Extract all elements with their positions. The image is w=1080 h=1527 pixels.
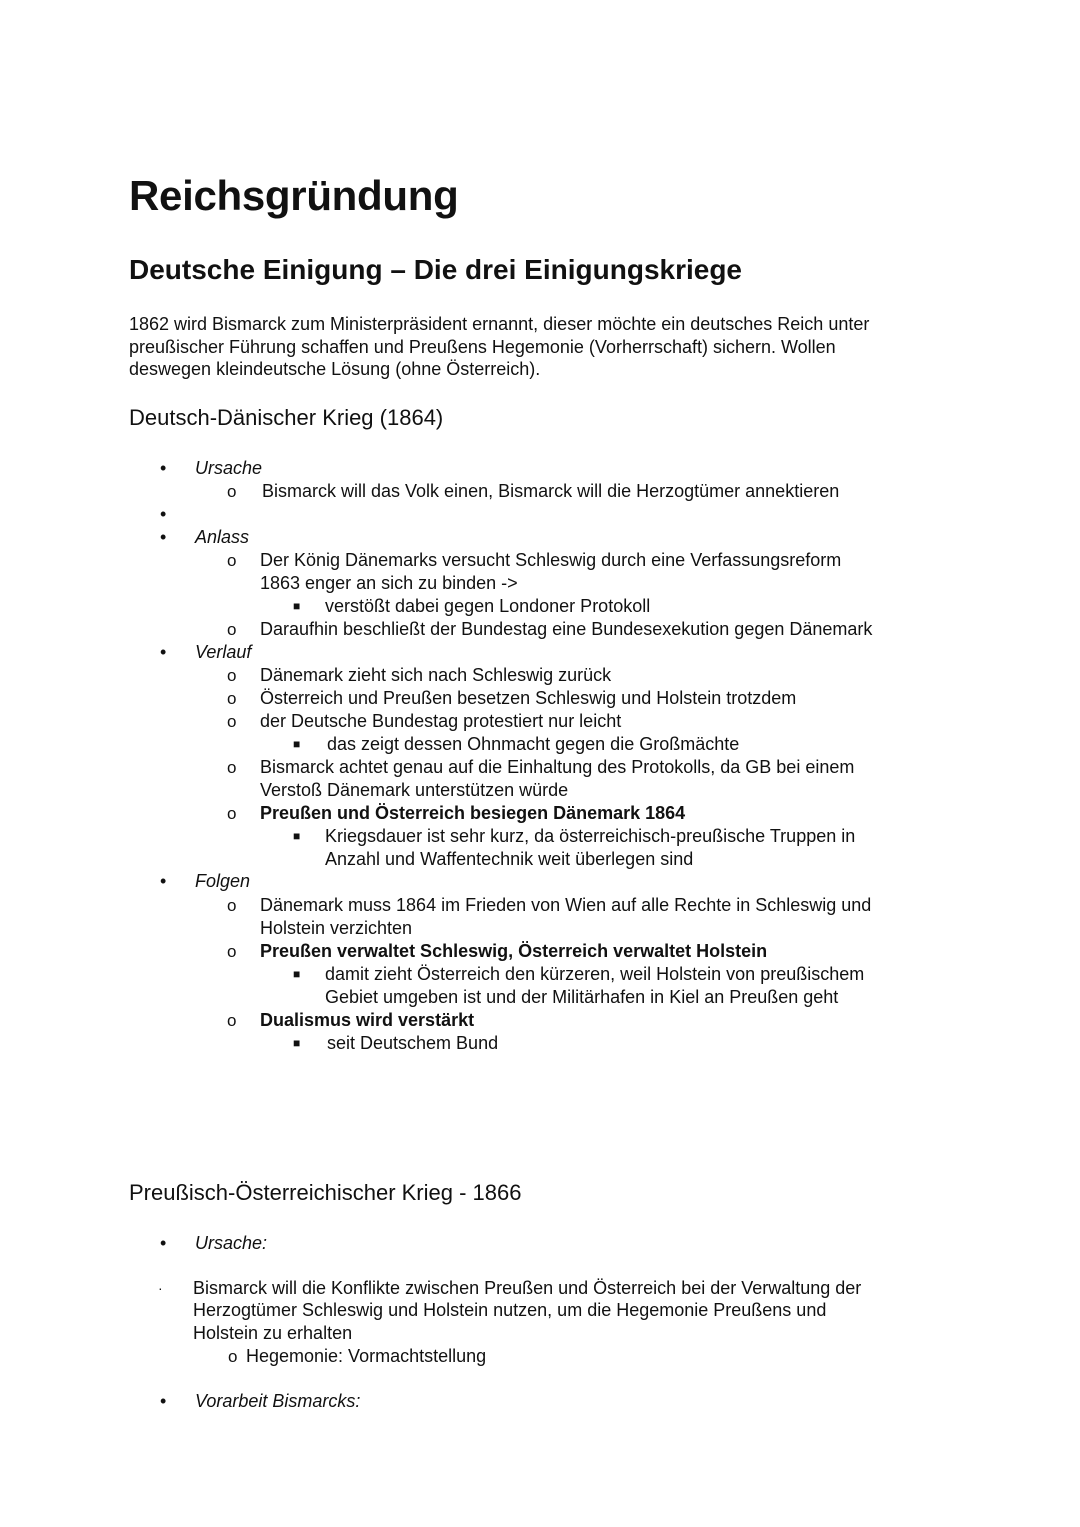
section-heading-danish-war: Deutsch-Dänischer Krieg (1864) (129, 405, 444, 430)
square-bullet-icon: ■ (293, 1036, 301, 1050)
list-item: Der König Dänemarks versucht Schleswig durch eine Verfassungsreform (260, 550, 842, 570)
square-bullet-icon: ■ (293, 967, 301, 981)
circle-bullet-icon: o (227, 896, 237, 915)
list-item: Kriegsdauer ist sehr kurz, da österreichisch-preußische Truppen in (325, 826, 856, 846)
list-label-folgen: Folgen (195, 871, 251, 891)
document-subtitle: Deutsche Einigung – Die drei Einigungskriege (129, 254, 743, 285)
list-item: 1863 enger an sich zu binden -> (260, 573, 518, 593)
bullet-icon: • (160, 458, 167, 478)
list-label-ursache: Ursache: (195, 1233, 268, 1253)
circle-bullet-icon: o (228, 1347, 238, 1366)
intro-line: preußischer Führung schaffen und Preußens Hegemonie (Vorherrschaft) sichern. Wollen (129, 337, 836, 357)
list-item: damit zieht Österreich den kürzeren, weil Holstein von preußischem (325, 964, 865, 984)
list-item: Dänemark muss 1864 im Frieden von Wien auf alle Rechte in Schleswig und (260, 895, 872, 915)
paragraph-line: Herzogtümer Schleswig und Holstein nutzen, um die Hegemonie Preußens und (193, 1300, 827, 1320)
list-item: Dualismus wird verstärkt (260, 1010, 475, 1030)
document-title: Reichsgründung (129, 172, 459, 219)
circle-bullet-icon: o (227, 758, 237, 777)
list-item: Preußen verwaltet Schleswig, Österreich verwaltet Holstein (260, 941, 768, 961)
list-item: Bismarck achtet genau auf die Einhaltung des Protokolls, da GB bei einem (260, 757, 855, 777)
list-item: Anzahl und Waffentechnik weit überlegen sind (325, 849, 694, 869)
list-item: Hegemonie: Vormachtstellung (246, 1346, 487, 1366)
paragraph-line: Bismarck will die Konflikte zwischen Preußen und Österreich bei der Verwaltung der (193, 1278, 862, 1298)
dot-bullet-icon: · (158, 1280, 163, 1296)
bullet-icon: • (160, 527, 167, 547)
list-item: der Deutsche Bundestag protestiert nur leicht (260, 711, 622, 731)
circle-bullet-icon: o (227, 689, 237, 708)
list-label-vorarbeit: Vorarbeit Bismarcks: (195, 1391, 361, 1411)
square-bullet-icon: ■ (293, 599, 301, 613)
list-item: Österreich und Preußen besetzen Schleswig und Holstein trotzdem (260, 688, 797, 708)
paragraph-line: Holstein zu erhalten (193, 1323, 353, 1343)
circle-bullet-icon: o (227, 1011, 237, 1030)
list-item: Daraufhin beschließt der Bundestag eine Bundesexekution gegen Dänemark (260, 619, 873, 639)
list-label-anlass: Anlass (195, 527, 250, 547)
list-label-verlauf: Verlauf (195, 642, 252, 662)
list-item: Preußen und Österreich besiegen Dänemark 1864 (260, 803, 686, 823)
bullet-icon: • (160, 1391, 167, 1411)
circle-bullet-icon: o (227, 666, 237, 685)
circle-bullet-icon: o (227, 620, 237, 639)
circle-bullet-icon: o (227, 482, 237, 501)
bullet-icon: • (160, 871, 167, 891)
list-item: Holstein verzichten (260, 918, 413, 938)
list-item: Gebiet umgeben ist und der Militärhafen in Kiel an Preußen geht (325, 987, 839, 1007)
section-heading-austro-prussian-war: Preußisch-Österreichischer Krieg - 1866 (129, 1180, 522, 1205)
list-item: verstößt dabei gegen Londoner Protokoll (325, 596, 651, 616)
intro-line: 1862 wird Bismarck zum Ministerpräsident ernannt, dieser möchte ein deutsches Reich unter (129, 314, 870, 334)
circle-bullet-icon: o (227, 804, 237, 823)
square-bullet-icon: ■ (293, 829, 301, 843)
bullet-icon: • (160, 1233, 167, 1253)
list-item: Verstoß Dänemark unterstützen würde (260, 780, 569, 800)
circle-bullet-icon: o (227, 551, 237, 570)
list-item: das zeigt dessen Ohnmacht gegen die Großmächte (327, 734, 740, 754)
bullet-icon: • (160, 642, 167, 662)
list-label-ursache: Ursache (195, 458, 263, 478)
list-item: Bismarck will das Volk einen, Bismarck will die Herzogtümer annektieren (262, 481, 840, 501)
square-bullet-icon: ■ (293, 737, 301, 751)
bullet-icon: • (160, 504, 167, 524)
intro-line: deswegen kleindeutsche Lösung (ohne Österreich). (129, 359, 541, 379)
circle-bullet-icon: o (227, 942, 237, 961)
circle-bullet-icon: o (227, 712, 237, 731)
list-item: seit Deutschem Bund (327, 1033, 499, 1053)
list-item: Dänemark zieht sich nach Schleswig zurück (260, 665, 612, 685)
